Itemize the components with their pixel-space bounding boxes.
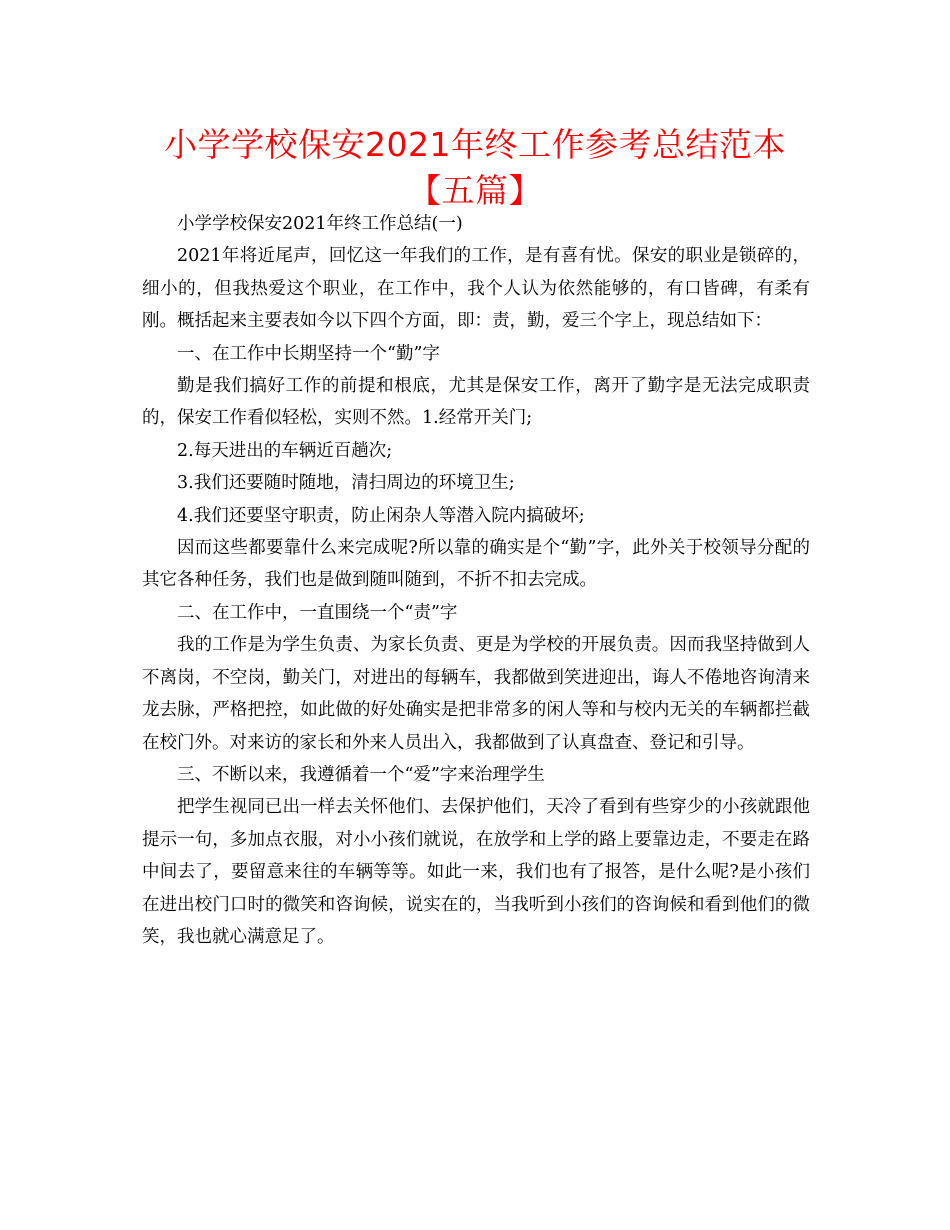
paragraph: 2021年将近尾声，回忆这一年我们的工作，是有喜有忧。保安的职业是锁碎的，细小的，但我热爱这个职业，在工作中，我个人认为依然能够的，有口皆碑，有柔有刚。概括起来主要表如今以下四个方面，即：责，勤，爱三个字上，现总结如下： xyxy=(142,246,810,332)
section-heading: 小学学校保安2021年终工作总结(一) xyxy=(177,214,463,234)
section-heading: 二、在工作中，一直围绕一个“责”字 xyxy=(177,602,458,623)
list-item: 4.我们还要坚守职责，防止闲杂人等潜入院内搞破坏; xyxy=(177,505,585,526)
paragraph: 勤是我们搞好工作的前提和根底，尤其是保安工作，离开了勤字是无法完成职责的，保安工作看似轻松，实则不然。1.经常开关门; xyxy=(142,376,810,429)
document-title: 小学学校保安2021年终工作参考总结范本【五篇】 xyxy=(164,125,786,210)
list-item: 2.每天进出的车辆近百趟次; xyxy=(177,440,393,461)
list-item: 3.我们还要随时随地，清扫周边的环境卫生; xyxy=(177,473,515,494)
paragraph: 因而这些都要靠什么来完成呢?所以靠的确实是个“勤”字，此外关于校领导分配的其它各种任务，我们也是做到随叫随到，不折不扣去完成。 xyxy=(142,538,810,591)
paragraph: 我的工作是为学生负责、为家长负责、更是为学校的开展负责。因而我坚持做到人不离岗，不空岗，勤关门，对进出的每辆车，我都做到笑进迎出，诲人不倦地咨询清来龙去脉，严格把控，如此做的好处确实是把非常多的闲人等和与校内无关的车辆都拦截在校门外。对来访的家长和外来人员出入，我都做到了认真盘查、登记和引导。 xyxy=(142,635,810,753)
paragraph: 把学生视同已出一样去关怀他们、去保护他们，天冷了看到有些穿少的小孩就跟他提示一句，多加点衣服，对小小孩们就说，在放学和上学的路上要靠边走，不要走在路中间去了，要留意来往的车辆等等。如此一来，我们也有了报答，是什么呢?是小孩们在进出校门口时的微笑和咨询候，说实在的，当我听到小孩们的咨询候和看到他们的微笑，我也就心满意足了。 xyxy=(142,797,810,947)
document-body xyxy=(142,208,810,953)
section-heading: 一、在工作中长期坚持一个“勤”字 xyxy=(177,343,440,364)
section-heading: 三、不断以来，我遵循着一个“爱”字来治理学生 xyxy=(177,764,545,785)
